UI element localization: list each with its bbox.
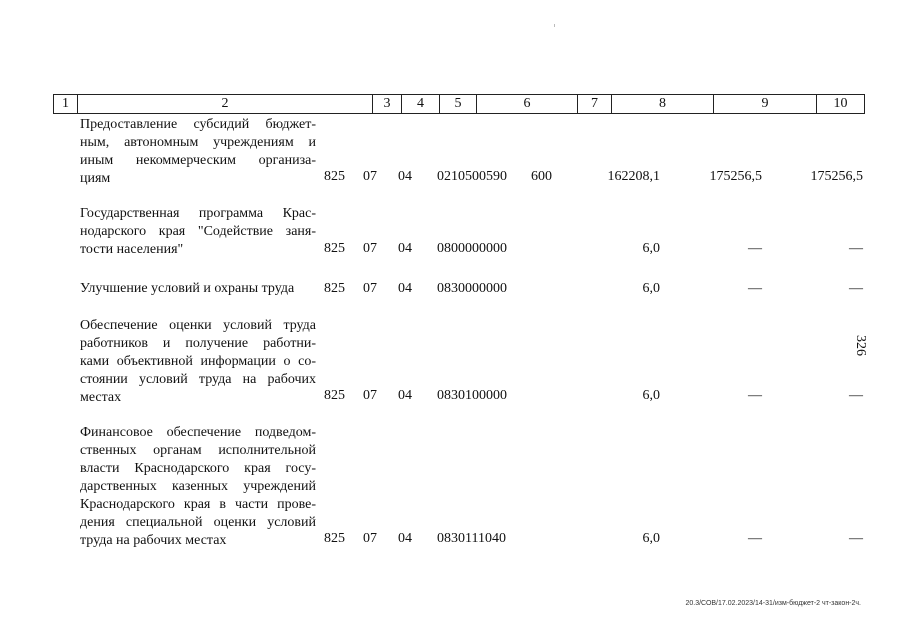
description-line: Краснодарского края в части прове-	[80, 497, 316, 512]
cell-col-7: 600	[531, 169, 552, 184]
cell-col-8: 162208,1	[607, 169, 660, 184]
cell-col-6: 0830000000	[437, 281, 507, 296]
cell-col-10: —	[849, 531, 863, 546]
description-line: Улучшение условий и охраны труда	[80, 281, 295, 296]
description-line: иным некоммерческим организа-	[80, 153, 316, 168]
page-number: 326	[853, 335, 868, 356]
description-line: дарственных казенных учреждений	[80, 479, 316, 494]
cell-col-9: 175256,5	[709, 169, 762, 184]
cell-col-6: 0830100000	[437, 388, 507, 403]
header-col-6: 6	[477, 95, 578, 113]
description-line: Предоставление субсидий бюджет-	[80, 117, 316, 132]
description-line: Финансовое обеспечение подведом-	[80, 425, 316, 440]
row-description	[80, 317, 316, 407]
header-col-5: 5	[440, 95, 477, 113]
row-description	[80, 280, 316, 298]
header-col-9: 9	[714, 95, 817, 113]
cell-col-9: —	[748, 531, 762, 546]
description-line: циям	[80, 171, 111, 186]
header-col-7: 7	[578, 95, 612, 113]
scan-speck	[554, 24, 555, 27]
cell-col-9: —	[748, 281, 762, 296]
cell-col-5: 04	[398, 388, 412, 403]
cell-col-3: 825	[324, 531, 345, 546]
cell-col-4: 07	[363, 241, 377, 256]
cell-col-8: 6,0	[642, 241, 660, 256]
description-line: стоянии условий труда на рабочих	[80, 372, 316, 387]
cell-col-5: 04	[398, 169, 412, 184]
header-col-8: 8	[612, 95, 714, 113]
header-col-2: 2	[78, 95, 373, 113]
cell-col-8: 6,0	[642, 281, 660, 296]
description-line: власти Краснодарского края госу-	[80, 461, 316, 476]
row-description	[80, 424, 316, 550]
description-line: тости населения"	[80, 242, 184, 257]
cell-col-5: 04	[398, 531, 412, 546]
description-line: работников и получение работни-	[80, 336, 316, 351]
cell-col-4: 07	[363, 531, 377, 546]
cell-col-3: 825	[324, 281, 345, 296]
table-header-row	[53, 94, 865, 114]
description-line: дения специальной оценки условий	[80, 515, 316, 530]
cell-col-5: 04	[398, 241, 412, 256]
cell-col-9: —	[748, 241, 762, 256]
header-col-10: 10	[833, 96, 848, 111]
header-col-4: 4	[402, 95, 440, 113]
cell-col-10: —	[849, 241, 863, 256]
row-description	[80, 116, 316, 188]
cell-col-10: —	[849, 281, 863, 296]
description-line: ками объективной информации о со-	[80, 354, 316, 369]
cell-col-10: —	[849, 388, 863, 403]
description-line: местах	[80, 390, 122, 405]
cell-col-3: 825	[324, 388, 345, 403]
cell-col-6: 0830111040	[437, 531, 506, 546]
row-description	[80, 205, 316, 259]
cell-col-10: 175256,5	[810, 169, 863, 184]
cell-col-8: 6,0	[642, 531, 660, 546]
cell-col-6: 0210500590	[437, 169, 507, 184]
description-line: Обеспечение оценки условий труда	[80, 318, 316, 333]
cell-col-5: 04	[398, 281, 412, 296]
cell-col-4: 07	[363, 169, 377, 184]
cell-col-9: —	[748, 388, 762, 403]
description-line: ственных органам исполнительной	[80, 443, 316, 458]
cell-col-4: 07	[363, 281, 377, 296]
description-line: Государственная программа Крас-	[80, 206, 316, 221]
header-col-1: 1	[54, 95, 78, 113]
description-line: ным, автономным учреждениям и	[80, 135, 316, 150]
header-col-3: 3	[373, 95, 402, 113]
cell-col-3: 825	[324, 241, 345, 256]
cell-col-4: 07	[363, 388, 377, 403]
cell-col-6: 0800000000	[437, 241, 507, 256]
footer-filename: 20.3/СОВ/17.02.2023/14-31/изм-бюджет-2 чт-закон-2ч.	[685, 600, 861, 607]
cell-col-3: 825	[324, 169, 345, 184]
description-line: труда на рабочих местах	[80, 533, 227, 548]
description-line: нодарского края "Содействие заня-	[80, 224, 316, 239]
cell-col-8: 6,0	[642, 388, 660, 403]
